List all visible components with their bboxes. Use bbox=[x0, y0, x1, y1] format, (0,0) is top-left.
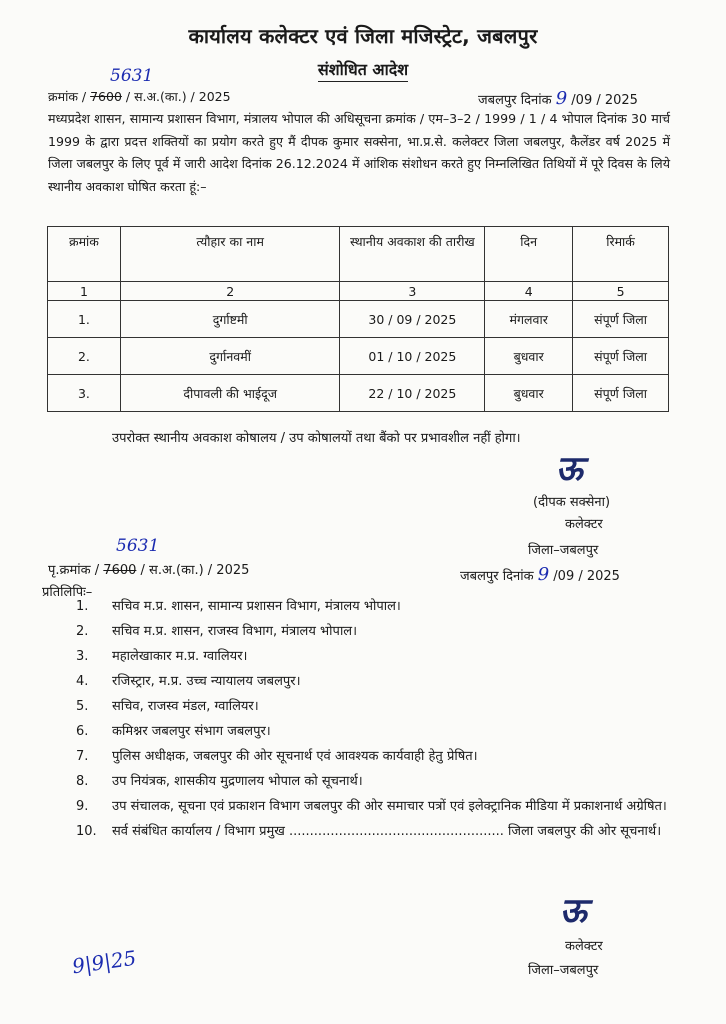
order-date-rest: /09 / 2025 bbox=[571, 93, 638, 108]
date-cell: 30 / 09 / 2025 bbox=[340, 301, 485, 338]
list-item bbox=[48, 821, 668, 843]
item-text: सर्व संबंधित कार्यालय / विभाग प्रमुख .................................................... जिला जबलपुर की ओर सूचनार्थ। bbox=[112, 824, 662, 839]
day-cell: बुधवार bbox=[485, 375, 573, 412]
item-number: 9. bbox=[76, 799, 89, 814]
item-text: उप संचालक, सूचना एवं प्रकाशन विभाग जबलपुर की ओर समाचार पत्रों एवं इलेक्ट्रानिक मीडिया में प्रकाशनार्थ अग्रेषित। bbox=[112, 799, 667, 814]
signatory-name: (दीपक सक्सेना) bbox=[533, 495, 611, 510]
item-text: उप नियंत्रक, शासकीय मुद्रणालय भोपाल को सूचनार्थ। bbox=[112, 774, 363, 789]
column-number: 2 bbox=[120, 282, 340, 301]
endorsement-date-prefix: जबलपुर दिनांक bbox=[460, 569, 534, 584]
list-item bbox=[48, 671, 668, 693]
remark-cell: संपूर्ण जिला bbox=[573, 375, 669, 412]
item-number: 2. bbox=[76, 624, 89, 639]
signatory-designation: कलेक्टर bbox=[565, 939, 603, 954]
date-cell: 01 / 10 / 2025 bbox=[340, 338, 485, 375]
signatory-place: जिला–जबलपुर bbox=[528, 963, 599, 978]
item-number: 8. bbox=[76, 774, 89, 789]
item-number: 1. bbox=[76, 599, 89, 614]
column-number: 4 bbox=[485, 282, 573, 301]
endorsement-prefix: पृ.क्रमांक bbox=[48, 563, 91, 578]
day-cell: बुधवार bbox=[485, 338, 573, 375]
order-number: क्रमांक / 7600 / स.अ.(का.) / 2025 bbox=[48, 89, 231, 104]
item-text: पुलिस अधीक्षक, जबलपुर की ओर सूचनार्थ एवं आवश्यक कार्यवाही हेतु प्रेषित। bbox=[112, 749, 478, 764]
copy-to-list bbox=[48, 596, 668, 846]
list-item bbox=[48, 646, 668, 668]
item-text: महालेखाकार म.प्र. ग्वालियर। bbox=[112, 649, 248, 664]
endorsement-date-day: 9 bbox=[537, 564, 550, 585]
list-item bbox=[48, 621, 668, 643]
header-holiday-date: स्थानीय अवकाश की तारीख bbox=[340, 227, 485, 282]
table-row bbox=[48, 301, 669, 338]
column-number: 3 bbox=[340, 282, 485, 301]
serial-cell: 3. bbox=[48, 375, 121, 412]
item-text: सचिव म.प्र. शासन, राजस्व विभाग, मंत्रालय भोपाल। bbox=[112, 624, 358, 639]
list-item bbox=[48, 796, 668, 818]
list-item bbox=[48, 746, 668, 768]
item-text: सचिव म.प्र. शासन, सामान्य प्रशासन विभाग, मंत्रालय भोपाल। bbox=[112, 599, 401, 614]
order-date-day: 9 bbox=[555, 88, 568, 109]
item-number: 6. bbox=[76, 724, 89, 739]
column-number: 1 bbox=[48, 282, 121, 301]
list-item bbox=[48, 596, 668, 618]
order-number-suffix: / स.अ.(का.) / 2025 bbox=[125, 89, 231, 104]
document-type bbox=[0, 58, 726, 80]
item-text: सचिव, राजस्व मंडल, ग्वालियर। bbox=[112, 699, 259, 714]
order-number-prefix: क्रमांक bbox=[48, 89, 78, 104]
holiday-table bbox=[47, 226, 669, 412]
signature-mark: ऊ bbox=[560, 891, 587, 931]
list-item bbox=[48, 696, 668, 718]
list-item bbox=[48, 771, 668, 793]
endorsement-date bbox=[460, 564, 620, 585]
table-row bbox=[48, 338, 669, 375]
item-number: 3. bbox=[76, 649, 89, 664]
order-date bbox=[478, 88, 638, 109]
document-type-text: संशोधित आदेश bbox=[318, 60, 408, 82]
header-remark: रिमार्क bbox=[573, 227, 669, 282]
order-struck-number: 7600 bbox=[90, 89, 122, 104]
festival-cell: दुर्गानवमीं bbox=[120, 338, 340, 375]
item-number: 10. bbox=[76, 824, 97, 839]
holiday-table-column-number-row bbox=[48, 282, 669, 301]
holiday-table-header-row bbox=[48, 227, 669, 282]
column-number: 5 bbox=[573, 282, 669, 301]
signature-mark: ऊ bbox=[556, 449, 583, 489]
remark-cell: संपूर्ण जिला bbox=[573, 338, 669, 375]
endorsement-date-rest: /09 / 2025 bbox=[553, 569, 620, 584]
copy-to-label: प्रतिलिपिः– bbox=[42, 585, 93, 600]
signatory-place: जिला–जबलपुर bbox=[528, 543, 599, 558]
serial-cell: 1. bbox=[48, 301, 121, 338]
applicability-note: उपरोक्त स्थानीय अवकाश कोषालय / उप कोषालयों तथा बैंको पर प्रभावशील नहीं होगा। bbox=[112, 431, 521, 446]
header-day: दिन bbox=[485, 227, 573, 282]
header-festival-name: त्यौहार का नाम bbox=[120, 227, 340, 282]
signatory-designation: कलेक्टर bbox=[565, 517, 603, 532]
table-row bbox=[48, 375, 669, 412]
order-handwritten-number: 5631 bbox=[110, 66, 154, 86]
endorsement-handwritten-number: 5631 bbox=[116, 536, 160, 556]
date-cell: 22 / 10 / 2025 bbox=[340, 375, 485, 412]
order-date-prefix: जबलपुर दिनांक bbox=[478, 93, 552, 108]
day-cell: मंगलवार bbox=[485, 301, 573, 338]
festival-cell: दीपावली की भाईदूज bbox=[120, 375, 340, 412]
serial-cell: 2. bbox=[48, 338, 121, 375]
remark-cell: संपूर्ण जिला bbox=[573, 301, 669, 338]
order-body-text: मध्यप्रदेश शासन, सामान्य प्रशासन विभाग, मंत्रालय भोपाल की अधिसूचना क्रमांक / एम–3–2 / 1999 / 1 / 4 भोपाल दिनांक 30 मार्च 1999 के द्वारा प्रदत्त शक्तियों का प्रयोग करते हुए मैं दीपक कुमार सक्सेना, भा.प्र.से. कलेक्टर जिला जबलपुर, कैलेंडर वर्ष 2025 में जिला जबलपुर के लिए पूर्व में जारी आदेश दिनांक 26.12.2024 में आंशिक संशोधन करते हुए निम्नलिखित तिथियों में पूरे दिवस के लिये स्थानीय अवकाश घोषित करता हूं:– bbox=[48, 111, 670, 194]
office-title: कार्यालय कलेक्टर एवं जिला मजिस्ट्रेट, जबलपुर bbox=[188, 24, 538, 48]
festival-cell: दुर्गाष्टमी bbox=[120, 301, 340, 338]
item-number: 4. bbox=[76, 674, 89, 689]
handwritten-margin-date: 9|9|25 bbox=[70, 945, 138, 979]
endorsement-suffix: / स.अ.(का.) / 2025 bbox=[140, 563, 250, 578]
header-serial: क्रमांक bbox=[48, 227, 121, 282]
item-text: रजिस्ट्रार, म.प्र. उच्च न्यायालय जबलपुर। bbox=[112, 674, 301, 689]
item-number: 7. bbox=[76, 749, 89, 764]
endorsement-number: पृ.क्रमांक / 7600 / स.अ.(का.) / 2025 bbox=[48, 563, 250, 578]
item-number: 5. bbox=[76, 699, 89, 714]
item-text: कमिश्नर जबलपुर संभाग जबलपुर। bbox=[112, 724, 271, 739]
endorsement-struck-number: 7600 bbox=[103, 563, 137, 578]
list-item bbox=[48, 721, 668, 743]
